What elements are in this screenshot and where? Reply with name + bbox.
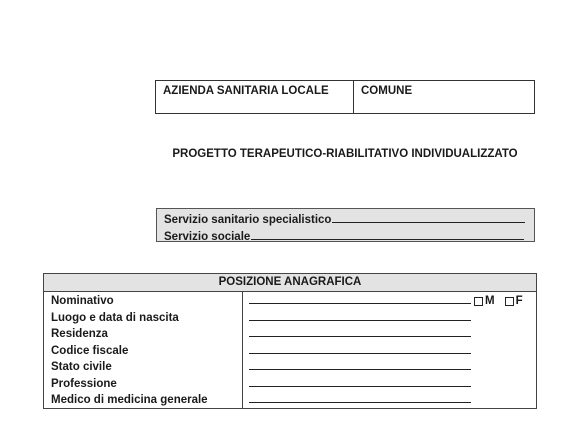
field-professione[interactable] <box>249 370 471 387</box>
sex-option-m[interactable] <box>474 293 495 309</box>
field-stato-civile[interactable] <box>249 354 471 371</box>
field-label-nominativo: Nominativo <box>51 295 114 307</box>
services-box <box>156 208 535 242</box>
field-label-professione: Professione <box>51 377 117 390</box>
service-specialistic-label: Servizio sanitario specialistico <box>164 214 332 226</box>
anagrafica-table <box>43 273 537 409</box>
field-label-stato-civile: Stato civile <box>51 361 112 373</box>
service-specialistic-row <box>164 211 534 228</box>
field-nominativo[interactable] <box>249 293 471 304</box>
sex-option-m-label: M <box>485 295 495 307</box>
service-specialistic-field[interactable] <box>332 211 525 223</box>
checkbox-icon[interactable] <box>474 297 483 306</box>
field-codice-fiscale[interactable] <box>249 337 471 354</box>
field-luogo-data-nascita[interactable] <box>249 304 471 321</box>
service-social-field[interactable] <box>251 228 524 240</box>
anagrafica-labels <box>44 292 243 409</box>
service-social-label: Servizio sociale <box>164 231 251 243</box>
field-label-luogo-data-nascita: Luogo e data di nascita <box>51 311 179 324</box>
anagrafica-body <box>44 292 536 409</box>
comune-label: COMUNE <box>361 85 413 97</box>
field-label-residenza: Residenza <box>51 328 108 340</box>
header-table <box>155 80 535 114</box>
field-label-codice-fiscale: Codice fiscale <box>51 344 129 357</box>
sex-option-f-label: F <box>515 295 523 307</box>
sex-option-f[interactable] <box>505 293 523 309</box>
checkbox-icon[interactable] <box>505 297 514 306</box>
field-label-medico: Medico di medicina generale <box>51 394 208 406</box>
field-medico[interactable] <box>249 387 471 404</box>
service-social-row <box>164 228 534 245</box>
anagrafica-fill-lines <box>249 292 471 403</box>
anagrafica-heading: POSIZIONE ANAGRAFICA <box>44 274 536 292</box>
field-residenza[interactable] <box>249 321 471 338</box>
document-title: PROGETTO TERAPEUTICO-RIABILITATIVO INDIVIDUALIZZATO <box>172 148 518 160</box>
sex-options <box>474 293 523 309</box>
azienda-label: AZIENDA SANITARIA LOCALE <box>156 81 354 113</box>
